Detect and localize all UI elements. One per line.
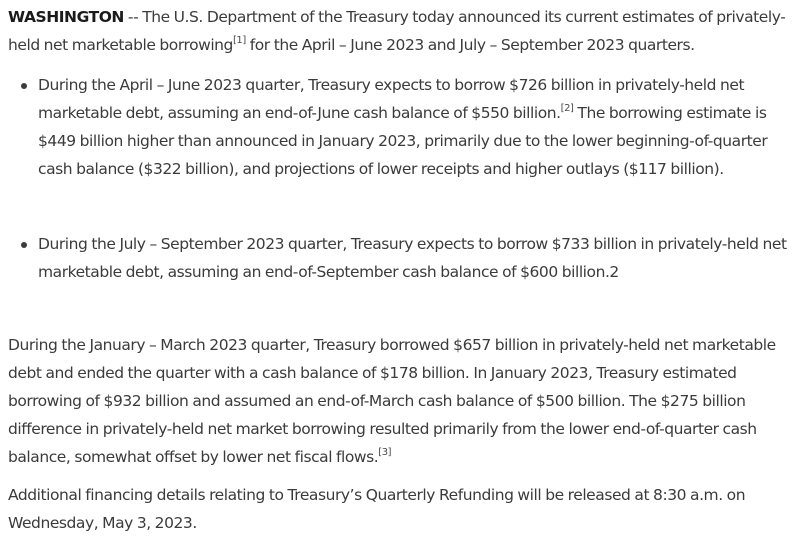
refunding-details-paragraph: Additional financing details relating to Treasury’s Quarterly Refunding will be released at 8:30 a.m. on Wednesday, May 3, 2023. (8, 486, 746, 532)
footnote-ref-3[interactable] (378, 447, 391, 458)
footnote-ref-1[interactable] (233, 35, 246, 46)
dateline: WASHINGTON (8, 8, 124, 26)
bullet-1-text: During the April – June 2023 quarter, Treasury expects to borrow $726 billion in privately-held net marketable debt, assuming an end-of-June cash balance of $550 billion. (38, 76, 745, 122)
bullet-item-july-september (8, 230, 794, 286)
bullet-list-1 (8, 71, 794, 183)
footnote-ref-2[interactable] (561, 103, 574, 114)
bullet-1-text-end: The borrowing estimate is $449 billion higher than announced in January 2023, primarily due to the lower beginning-of-quarter cash balance ($322 billion), and projections of lower receipts and higher outlays ($117 billion). (38, 104, 768, 178)
footnote-link-3[interactable]: [3] (378, 446, 392, 458)
footnote-link-2[interactable]: [2] (560, 102, 574, 114)
footnote-link-1[interactable]: [1] (232, 34, 246, 46)
paragraph-3-text: During the January – March 2023 quarter, Treasury borrowed $657 billion in privately-held net marketable debt and ended the quarter with a cash balance of $178 billion. In January 2023, Treasury estimated borrowing of $932 billion and assumed an end-of-March cash balance of $500 billion. The $275 billion difference in privately-held net market borrowing resulted primarily from the lower end-of-quarter cash balance, somewhat offset by lower net fiscal flows. (8, 336, 776, 466)
bullet-list-2 (8, 230, 794, 286)
bullet-item-april-june (8, 71, 794, 183)
bullet-2-text: During the July – September 2023 quarter, Treasury expects to borrow $733 billion in privately-held net marketable debt, assuming an end-of-September cash balance of $600 billion.2 (38, 235, 787, 281)
lead-text-end: for the April – June 2023 and July – September 2023 quarters. (245, 36, 695, 54)
january-march-paragraph (8, 331, 794, 471)
lead-paragraph (8, 0, 794, 59)
lead-text: -- The U.S. Department of the Treasury today announced its current estimates of privately-held net marketable borrowing (8, 8, 786, 54)
